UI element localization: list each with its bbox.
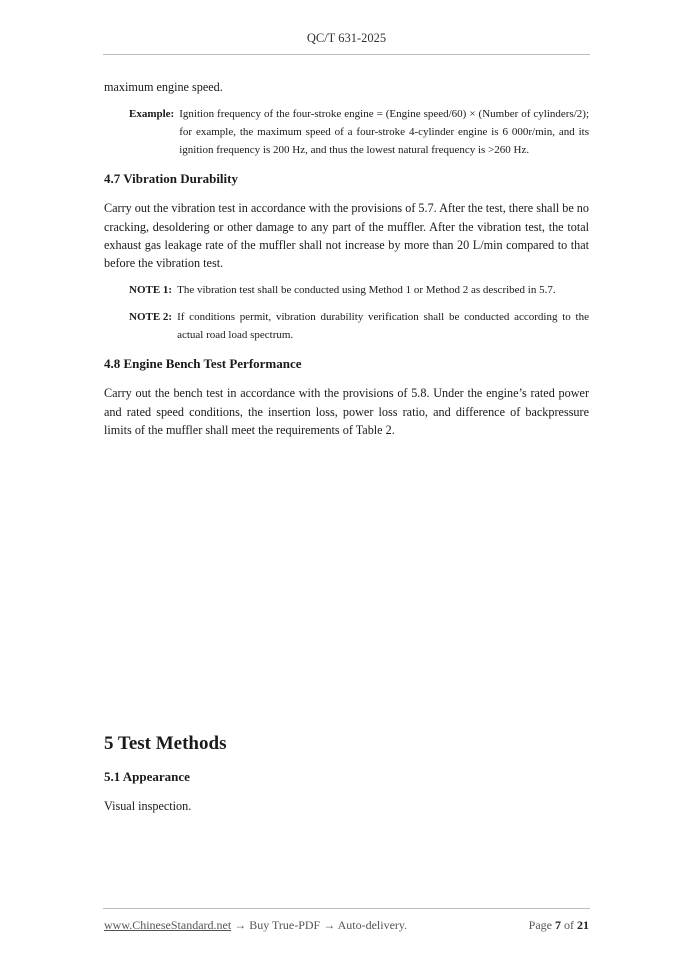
of-word: of	[564, 918, 574, 932]
header-rule	[103, 54, 590, 55]
section-4-7-paragraph: Carry out the vibration test in accordance with the provisions of 5.7. After the test, there shall be no cracking, desoldering or other damage to any part of the muffler. After the vibration test, the total exhaust gas leakage rate of the muffler shall not increase by more than 20 L/min compared to that before the vibration test.	[104, 201, 589, 271]
example-text: Ignition frequency of the four-stroke engine = (Engine speed/60) × (Number of cylinders/2); for example, the maximum speed of a four-stroke 4-cylinder engine is 6 000r/min, and its ignition frequency is 200 Hz, and thus the lowest natural frequency is >260 Hz.	[179, 108, 589, 157]
buy-true-pdf-link[interactable]: Buy True-PDF	[249, 918, 321, 932]
note-1-label: NOTE 1:	[129, 284, 173, 297]
page-body	[104, 78, 589, 816]
page-total: 21	[577, 918, 589, 932]
section-5-heading: 5 Test Methods	[104, 733, 227, 755]
footer-links	[104, 918, 407, 933]
website-link[interactable]: www.ChineseStandard.net	[104, 918, 232, 932]
example-block	[129, 105, 589, 159]
page-indicator	[529, 918, 589, 933]
arrow-icon: →	[234, 918, 247, 932]
note-2	[129, 308, 589, 344]
note-1	[129, 281, 589, 299]
section-4-7-heading: 4.7 Vibration Durability	[104, 171, 238, 187]
footer	[104, 918, 589, 933]
arrow-icon: →	[323, 918, 336, 932]
section-4-8-paragraph: Carry out the bench test in accordance with the provisions of 5.8. Under the engine’s rated power and rated speed conditions, the insertion loss, power loss ratio, and difference of backpressure limits of the muffler shall meet the requirements of Table 2.	[104, 386, 589, 438]
section-5-1-heading: 5.1 Appearance	[104, 769, 190, 785]
note-2-label: NOTE 2:	[129, 311, 173, 324]
note-2-text: If conditions permit, vibration durability verification shall be conducted according to the actual road load spectrum.	[177, 311, 589, 342]
page-word: Page	[528, 918, 552, 932]
example-label: Example:	[129, 108, 175, 121]
note-1-text: The vibration test shall be conducted using Method 1 or Method 2 as described in 5.7.	[177, 284, 556, 297]
section-4-8-heading: 4.8 Engine Bench Test Performance	[104, 356, 302, 372]
auto-delivery-text: Auto-delivery.	[337, 918, 408, 932]
footer-rule	[103, 908, 590, 909]
section-5-1-paragraph: Visual inspection.	[104, 799, 192, 814]
page-number: 7	[555, 918, 561, 932]
header-title: QC/T 631-2025	[306, 31, 387, 45]
intro-text: maximum engine speed.	[104, 80, 223, 94]
